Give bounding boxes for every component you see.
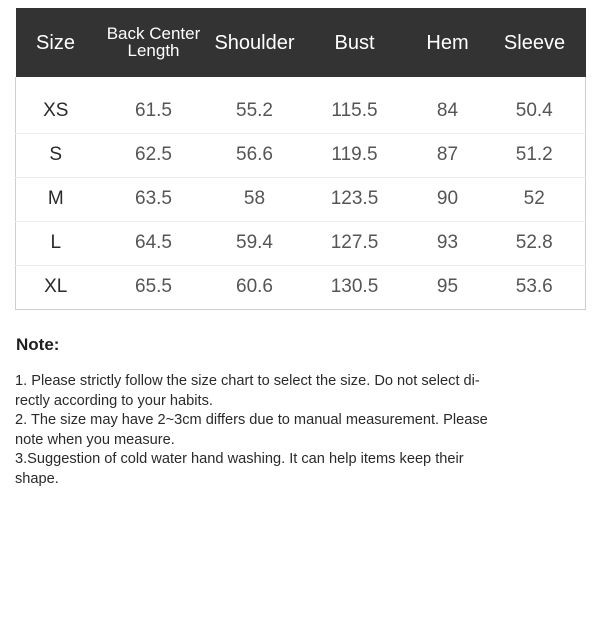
header-hem: Hem (426, 31, 469, 54)
cell-hem: 84 (436, 99, 459, 121)
table-row-xl (16, 265, 586, 309)
cell-shoulder: 60.6 (236, 276, 273, 297)
cell-bust: 130.5 (330, 276, 379, 297)
size-chart-header (16, 8, 586, 77)
cell-size: M (47, 188, 64, 209)
note-title: Note: (16, 335, 60, 354)
cell-back-center-length: 63.5 (135, 188, 172, 209)
size-chart-body (16, 77, 586, 309)
cell-bust: 115.5 (331, 99, 378, 121)
cell-size: L (50, 232, 62, 253)
table-row-m (16, 177, 586, 221)
cell-bust: 123.5 (330, 188, 379, 209)
cell-sleeve: 50.4 (515, 99, 553, 121)
cell-size: XS (43, 99, 69, 121)
cell-sleeve: 53.6 (515, 276, 553, 297)
header-sleeve: Sleeve (503, 31, 566, 54)
note-line: shape. (15, 470, 59, 487)
note-line: rectly according to your habits. (15, 392, 213, 409)
cell-size: S (49, 144, 63, 165)
note-line: 1. Please strictly follow the size chart to select the size. Do not select di- (15, 373, 480, 389)
table-spacer (16, 77, 586, 89)
cell-shoulder: 58 (243, 188, 266, 209)
note-line: 2. The size may have 2~3cm differs due to manual measurement. Please (15, 412, 488, 428)
table-row-xs (16, 89, 586, 133)
cell-hem: 90 (436, 188, 459, 209)
cell-hem: 95 (436, 276, 459, 297)
cell-back-center-length: 62.5 (135, 144, 172, 165)
cell-bust: 119.5 (331, 144, 378, 165)
header-row (16, 8, 586, 77)
cell-sleeve: 52 (523, 188, 545, 209)
header-size: Size (36, 31, 75, 54)
cell-back-center-length: 65.5 (135, 276, 172, 297)
cell-shoulder: 59.4 (236, 232, 273, 253)
cell-sleeve: 51.2 (515, 144, 553, 165)
cell-back-center-length: 61.5 (135, 99, 172, 121)
note-line: note when you measure. (15, 431, 175, 448)
table-row-s (16, 133, 586, 177)
header-back-center-line2: Length (127, 40, 180, 60)
cell-size: XL (44, 276, 68, 297)
header-back-center-line1: Back Center (106, 23, 201, 43)
cell-back-center-length: 64.5 (135, 232, 172, 253)
cell-sleeve: 52.8 (515, 232, 553, 253)
cell-shoulder: 55.2 (236, 99, 273, 121)
notes-text (15, 372, 575, 489)
cell-hem: 93 (436, 232, 459, 253)
size-chart-table (15, 8, 586, 310)
table-row-l (16, 221, 586, 265)
cell-hem: 87 (436, 144, 459, 165)
note-line: 3.Suggestion of cold water hand washing. It can help items keep their (15, 451, 464, 467)
header-bust: Bust (334, 31, 375, 54)
header-back-center-length (96, 8, 212, 77)
cell-shoulder: 56.6 (236, 144, 273, 165)
cell-bust: 127.5 (330, 232, 379, 253)
header-shoulder: Shoulder (214, 31, 295, 54)
